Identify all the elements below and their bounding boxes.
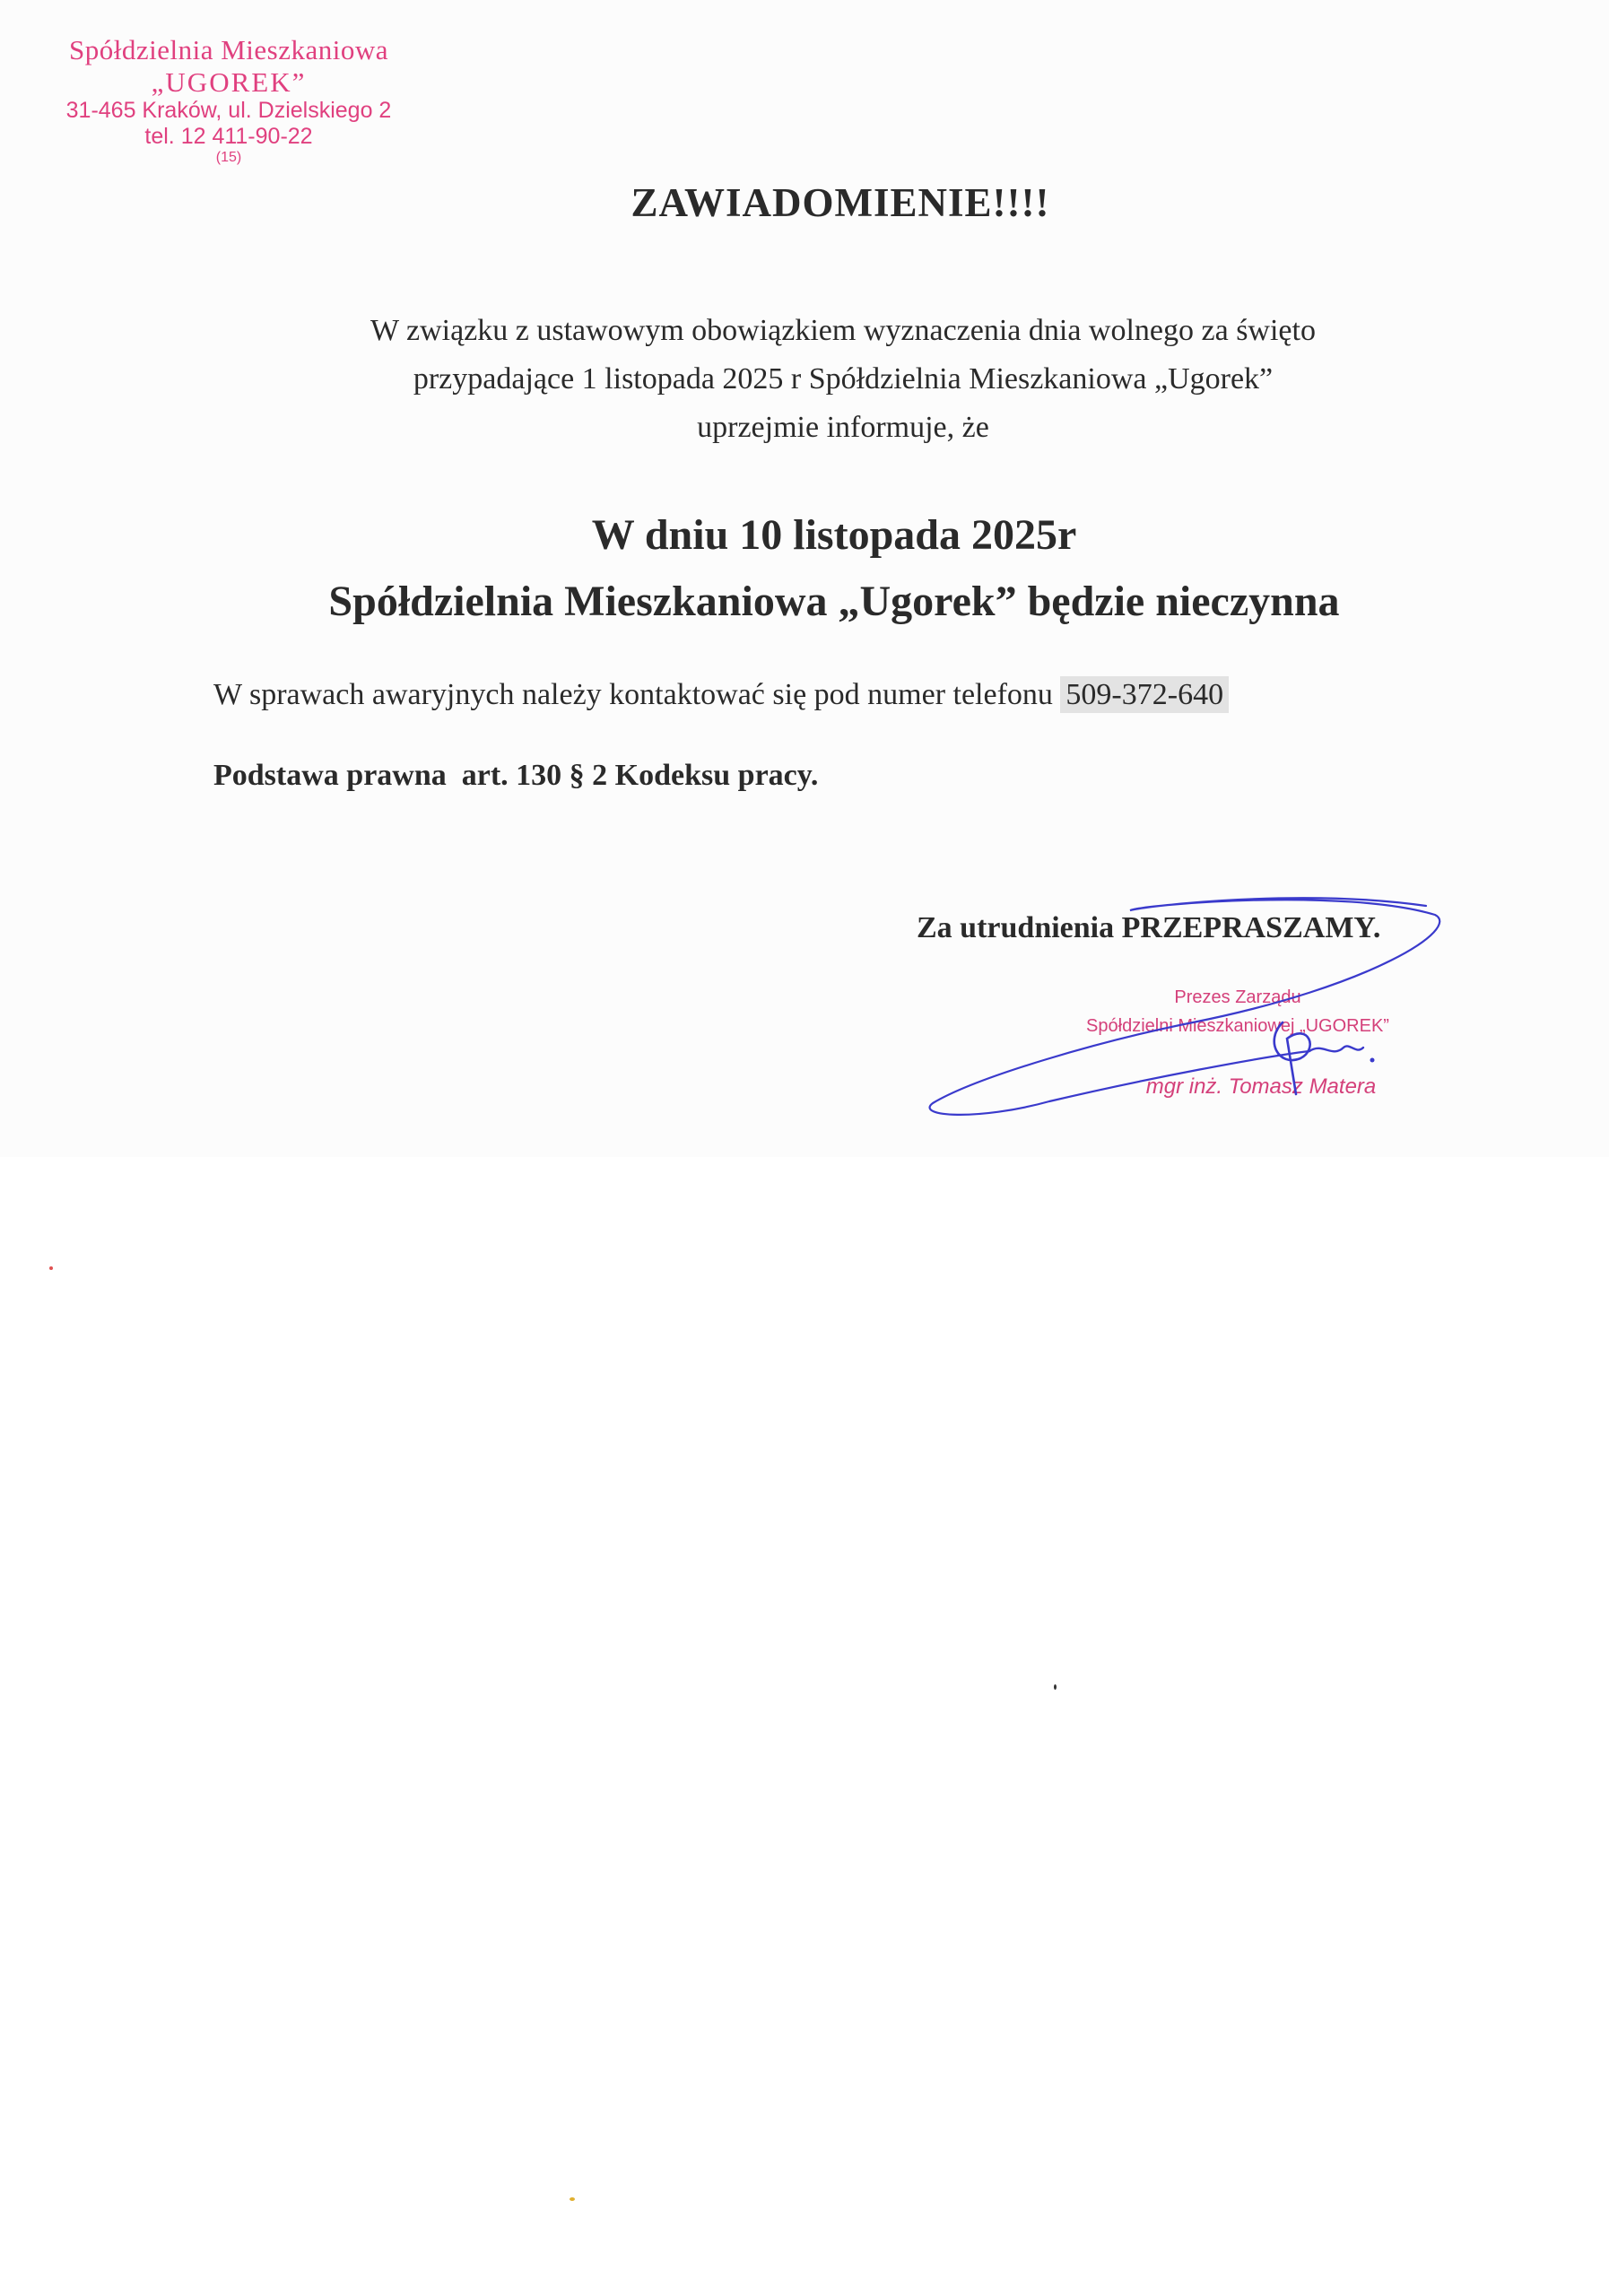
- organization-stamp: [36, 34, 422, 166]
- scan-speck: [49, 1266, 53, 1270]
- scan-speck: [1054, 1684, 1057, 1690]
- stamp-address: 31-465 Kraków, ul. Dzielskiego 2: [65, 98, 392, 124]
- signature-stamp-title: Prezes Zarządu: [1174, 987, 1301, 1007]
- headline-closure: Spółdzielnia Mieszkaniowa „Ugorek” będzie nieczynna: [328, 578, 1340, 625]
- intro-line: uprzejmie informuje, że: [697, 411, 989, 444]
- emergency-text: W sprawach awaryjnych należy kontaktować się pod numer telefonu: [213, 678, 1053, 711]
- stamp-phone: tel. 12 411-90-22: [144, 124, 313, 150]
- apology-text: Za utrudnienia PRZEPRASZAMY.: [917, 911, 1381, 944]
- signature-stamp-name: mgr inż. Tomasz Matera: [1145, 1074, 1377, 1099]
- scan-speck: [570, 2197, 575, 2201]
- notice-headline: [135, 502, 1534, 635]
- intro-line: W związku z ustawowym obowiązkiem wyznaczenia dnia wolnego za święto: [370, 314, 1316, 347]
- intro-line: przypadające 1 listopada 2025 r Spółdzielnia Mieszkaniowa „Ugorek”: [413, 362, 1274, 396]
- emergency-phone: 509-372-640: [1060, 676, 1229, 713]
- stamp-number: (15): [215, 149, 242, 165]
- stamp-org-short-name: „UGOREK”: [151, 65, 307, 98]
- legal-basis: Podstawa prawna art. 130 § 2 Kodeksu pracy.: [213, 759, 819, 792]
- emergency-contact: [213, 678, 1514, 712]
- notice-title: ZAWIADOMIENIE!!!!: [631, 180, 1050, 225]
- stamp-org-name: Spółdzielnia Mieszkaniowa: [69, 34, 388, 65]
- handwritten-signature: [924, 888, 1498, 1139]
- notice-intro: [224, 307, 1462, 452]
- headline-date: W dniu 10 listopada 2025r: [591, 511, 1077, 559]
- signature-stamp-org: Spółdzielni Mieszkaniowej „UGOREK”: [1086, 1016, 1389, 1036]
